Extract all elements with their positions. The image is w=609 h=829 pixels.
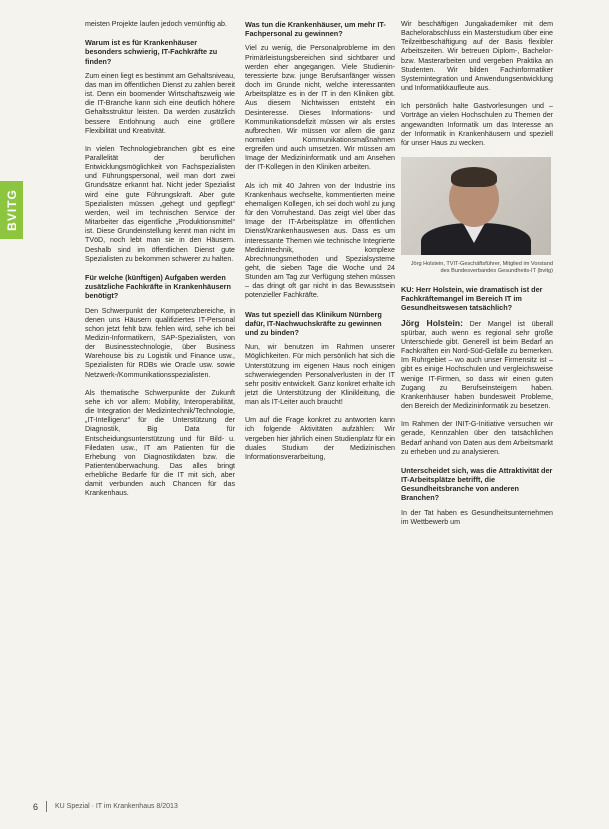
interview-question: Warum ist es für Krankenhäuser besonders schwierig, IT-Fachkräfte zu finden? bbox=[85, 38, 218, 66]
text-column-3 bbox=[401, 20, 553, 536]
interview-question: Für welche (künftigen) Aufgaben werden zusätzliche Fachkräfte in Krankenhäusern benötigt? bbox=[85, 272, 231, 301]
section-tab-label: BVITG bbox=[4, 189, 19, 231]
paragraph: Den Schwerpunkt der Kompetenzbereiche, in denen uns Häusern qualifiziertes IT-Personal schon jetzt fehlt bzw. fehlen wird, sehe ich bei Medizin-Informatikern, SAP-Spezialisten, von der Businesstechnologie, über Business Warehouse bis zu Logistik und Finance usw., Spezialisten für RDBs wie Oracle usw. sowie Netzwerk-/Kommunikationsspezialisten. bbox=[85, 306, 235, 379]
answer-text: Der Mangel ist überall spürbar, auch wenn es regional sehr große Unterschiede gibt. Generell ist beim Bedarf an Fachkräften ein Nord-Süd-Gefälle zu bemerken. Im Ruhrgebiet – wo auch unser Firmensitz ist – gibt es einige Hochschulen und vergleichsweise wenige IT-Firmen, so dass wir einen guten Zugang zu Berufseinsteigern haben. Krankenhäuser haben bundesweit Probleme, den Bereich der Medizininformatik zu besetzen. bbox=[401, 319, 553, 411]
text-column-1 bbox=[85, 20, 235, 508]
paragraph: Im Rahmen der INIT-G-Initiative versuchen wir gerade, Kennzahlen über den tatsächlichen Bedarf anhand von Daten aus dem Arbeitsmarkt zu erheben und zu analysieren. bbox=[401, 420, 553, 456]
paragraph bbox=[401, 319, 553, 412]
paragraph: Um auf die Frage konkret zu antworten kann ich folgende Aktivitäten aufzählen: Wir vergeben hier jährlich einen Studienplatz für ein duales Studium der Medizinischen Informationsverarbeitung, bbox=[245, 416, 395, 461]
interview-question: Unterscheidet sich, was die Attraktivität der IT-Arbeitsplätze betrifft, die Gesundheitsbranche von anderen Branchen? bbox=[401, 465, 553, 503]
interview-question: Was tun die Krankenhäuser, um mehr IT-Fachpersonal zu gewinnen? bbox=[245, 20, 386, 39]
footer-divider bbox=[46, 801, 47, 812]
photo-caption: Jörg Holstein, TVIT-Geschäftsführer, Mitglied im Vorstand des Bundesverbandes Gesundheits-IT (bvitg) bbox=[410, 261, 553, 275]
interview-question: KU: Herr Holstein, wie dramatisch ist der Fachkräftemangel im Bereich IT im Gesundheitswesen tatsächlich? bbox=[401, 285, 543, 313]
interview-question: Was tut speziell das Klinikum Nürnberg dafür, IT-Nachwuchskräfte zu gewinnen und zu binden? bbox=[245, 309, 382, 338]
section-tab bbox=[0, 181, 23, 239]
paragraph: Viel zu wenig, die Personalprobleme im den Primärleistungsbereichen sind sichtbarer und werden eher angegangen. Viele Studienin-teressierte bzw. junge Berufsanfänger wissen doch im Grunde nicht, welche interessanten Arbeitsplätze es in der IT in den Kliniken gibt. Aus diesem Nichtwissen entsteht ein Desinteresse. Dieses Informations- und Kommunikationsdefizit müssen wir als erstes aufbrechen. Wir müssen vor allem die ganz normalen Kommunikationsmaßnahmen ergreifen und auch umsetzen. Wir müssen am Image der Medizininformatik und am Ansehen der IT-Kollegen in den Kliniken arbeiten. bbox=[245, 44, 395, 172]
speaker-name: Jörg Holstein: bbox=[401, 317, 463, 328]
portrait-photo bbox=[401, 157, 551, 255]
publication-line: KU Spezial · IT im Krankenhaus 8/2013 bbox=[55, 803, 178, 810]
paragraph: Als ich mit 40 Jahren von der Industrie ins Krankenhaus wechselte, kommentierten meine ehemaligen Kollegen, ich sei doch wohl zu jung für den Vorruhestand. Das zeigt viel über das Image der IT-Arbeitsplätze im öffentlichen Dienst/Krankenhauswesen aus. Dass es um interessante Themen wie technische Integrierte Medizintechnik, komplexe Abrechnungsmethoden und Spezialsysteme geht, die sieben Tage die Woche und 24 Stunden am Tag zur Verfügung stehen müssen – das dringt oft gar nicht in das Bewusstsein potenzieller Fachkräfte. bbox=[245, 181, 395, 300]
text-column-2 bbox=[245, 20, 395, 471]
page-number: 6 bbox=[33, 801, 39, 812]
paragraph: In vielen Technologiebranchen gibt es eine Parallelität der beruflichen Entwicklungsmöglichkeit von Fachspezialisten und Führungspersonal, weil man dort zwei Grundsätze erkannt hat. Nicht jeder Spezialist wird eine gute Führungskraft. Aber gute Spezialisten müssen „gehegt und gepflegt“ werden, weil im technischen Service der Mitarbeiter das eigentliche „Produktionsmittel“ ist. Diese Grundeinstellung kennt man nicht im TVöD, noch lebt man sie in den Häusern. Deshalb sind im öffentlichen Dienst gute Spezialisten zu bekommen schwerer zu halten. bbox=[85, 144, 235, 263]
paragraph: In der Tat haben es Gesundheitsunternehmen im Wettbewerb um bbox=[401, 508, 553, 526]
paragraph: Zum einen liegt es bestimmt am Gehaltsniveau, das man im öffentlichen Dienst zu zahlen bereit ist. Denn ein boomender Wirtschaftszweig wie die IT-Branche kann sich eine deutlich höhere Gehaltsstruktur leisten. Da werden zusätzlich bessere Entlohnung auch eine größere Flexibilität und Kreativität. bbox=[85, 71, 235, 135]
paragraph: Nun, wir benutzen im Rahmen unserer Möglichkeiten. Für mich persönlich hat sich die Unterstützung im eigenen Haus noch einigen schwerwiegenden Personalverlusten in der IT sehr positiv entwickelt. Ganz konkret erhalte ich jetzt die Unterstützung der Klinikleitung, die man als IT-Leiter auch braucht! bbox=[245, 343, 395, 407]
paragraph: Als thematische Schwerpunkte der Zukunft sehe ich vor allem: Mobility, Interoperabilität, die Integration der Medizintechnik/Technologie, „IT-Intelligenz“ für die Unterstützung der Diagnostik, Big Data für Entscheidungsunterstützung und für Bild- u. Filedaten usw., IT am Patienten für die Erhebung von Diagnostikdaten bzw. die Patientenüberwachung. Das alles bringt erhebliche Bedarfe für die IT mit sich, aber damit verbunden auch Chancen für das Krankenhaus. bbox=[85, 388, 235, 498]
paragraph: Wir beschäftigen Jungakademiker mit dem Bachelorabschluss ein Masterstudium über eine Teilzeitbeschäftigung auf der Basis flexibler Arbeitszeiten. Wir betreuen Diplom-, Bachelor- bzw. Masterarbeiten und vergeben Praktika an Studenten. Wir bilden Fachinformatiker Systemintegration und Anwendungsentwicklung und Informatikkaufleute aus. bbox=[401, 20, 553, 93]
page-footer bbox=[33, 801, 178, 812]
paragraph: meisten Projekte laufen jedoch vernünftig ab. bbox=[85, 20, 227, 28]
paragraph: Ich persönlich halte Gastvorlesungen und – Vorträge an vielen Hochschulen zu Themen der angewandten Informatik um das Interesse an der Informatik in Krankenhäusern und speziell für unser Haus zu wecken. bbox=[401, 102, 553, 147]
